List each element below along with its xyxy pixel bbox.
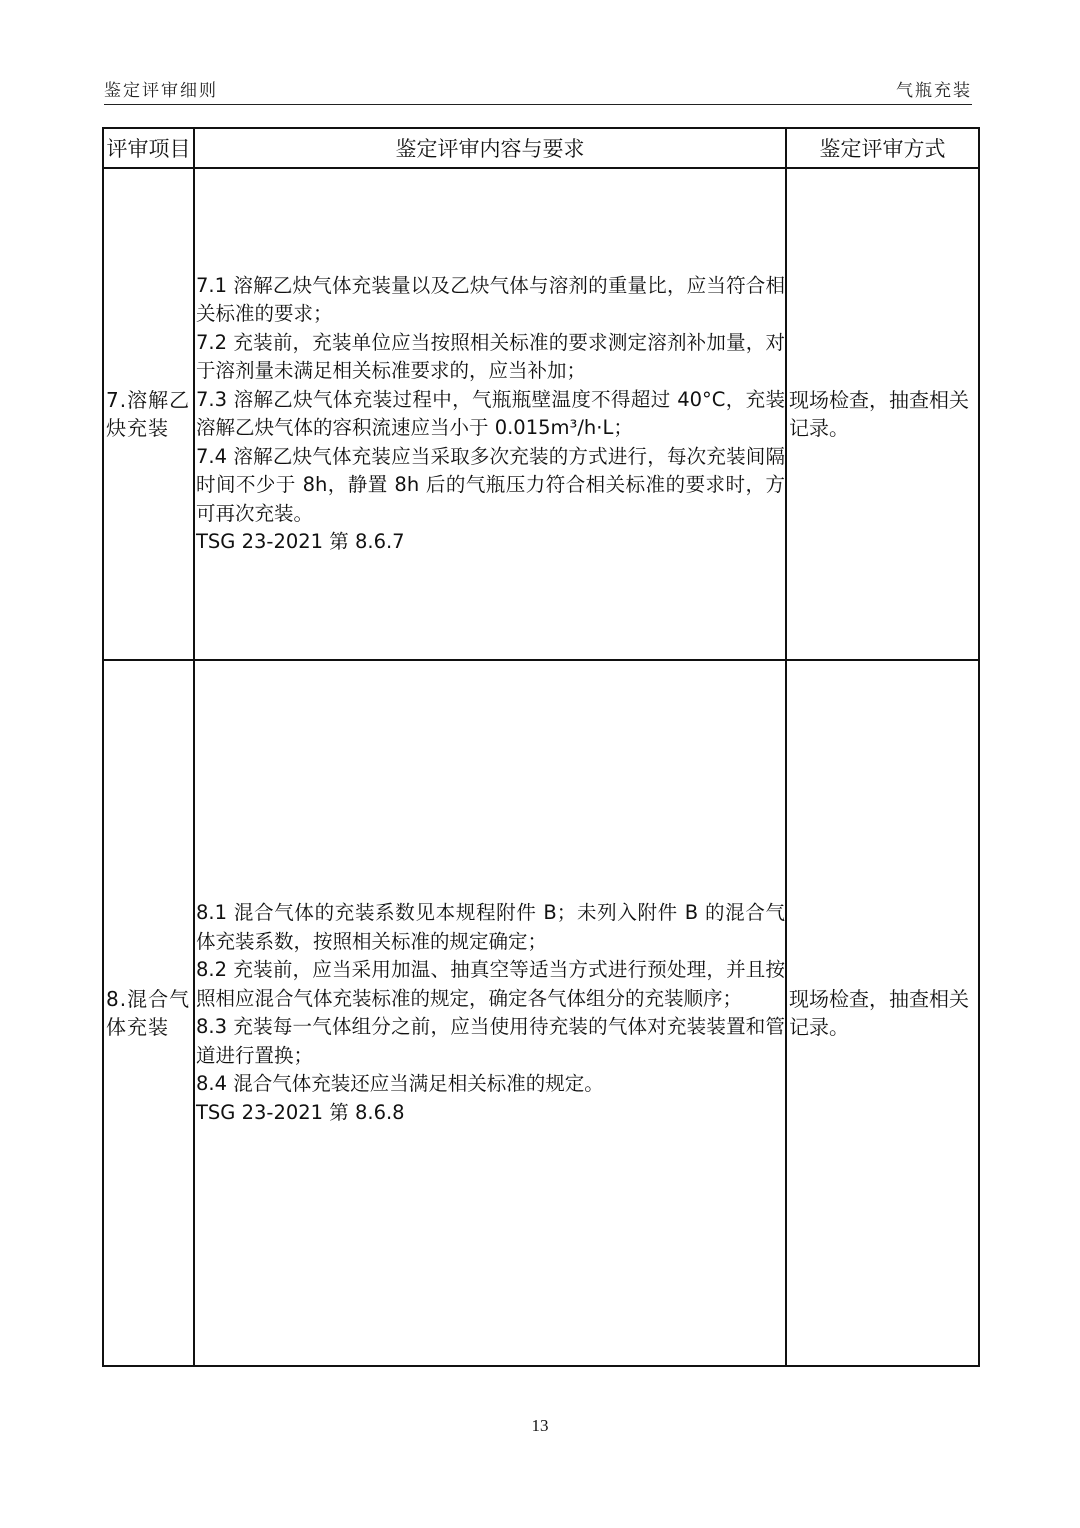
requirement-line: 8.3 充装每一气体组分之前，应当使用待充装的气体对充装装置和管道进行置换； <box>196 1015 785 1067</box>
header-document-title: 鉴定评审细则 <box>104 81 218 101</box>
review-item-cell: 7.溶解乙炔充装 <box>103 168 194 660</box>
requirement-line: 7.2 充装前，充装单位应当按照相关标准的要求测定溶剂补加量，对于溶剂量未满足相关标准要求的，应当补加； <box>196 330 785 382</box>
requirement-line: 8.1 混合气体的充装系数见本规程附件 B；未列入附件 B 的混合气体充装系数，按照相关标准的规定确定； <box>196 901 785 953</box>
review-method-cell: 现场检查，抽查相关记录。 <box>786 660 979 1366</box>
requirement-line: 8.2 充装前，应当采用加温、抽真空等适当方式进行预处理，并且按照相应混合气体充装标准的规定，确定各气体组分的充装顺序； <box>196 958 785 1010</box>
review-content-cell <box>194 168 786 660</box>
regulation-reference: TSG 23-2021 第 8.6.8 <box>196 1100 405 1124</box>
requirement-line: 7.4 溶解乙炔气体充装应当采取多次充装的方式进行，每次充装间隔时间不少于 8h，静置 8h 后的气瓶压力符合相关标准的要求时，方可再次充装。 <box>196 444 785 525</box>
table-row <box>103 660 979 1366</box>
review-method-cell: 现场检查，抽查相关记录。 <box>786 168 979 660</box>
table-row <box>103 168 979 660</box>
header-section-title: 气瓶充装 <box>896 81 972 101</box>
page-header <box>104 74 972 105</box>
requirement-line: 8.4 混合气体充装还应当满足相关标准的规定。 <box>196 1072 604 1095</box>
column-header-method: 鉴定评审方式 <box>786 128 979 168</box>
review-item-cell: 8.混合气体充装 <box>103 660 194 1366</box>
column-header-item: 评审项目 <box>103 128 194 168</box>
table-header-row <box>103 128 979 168</box>
regulation-reference: TSG 23-2021 第 8.6.7 <box>196 530 405 553</box>
page-number: 13 <box>531 1416 549 1435</box>
requirement-line: 7.1 溶解乙炔气体充装量以及乙炔气体与溶剂的重量比，应当符合相关标准的要求； <box>196 273 785 325</box>
requirement-line: 7.3 溶解乙炔气体充装过程中，气瓶瓶壁温度不得超过 40°C，充装溶解乙炔气体的容积流速应当小于 0.015m³/h·L； <box>196 387 785 439</box>
review-table <box>102 127 980 1367</box>
column-header-content: 鉴定评审内容与要求 <box>194 128 786 168</box>
review-content-cell <box>194 660 786 1366</box>
